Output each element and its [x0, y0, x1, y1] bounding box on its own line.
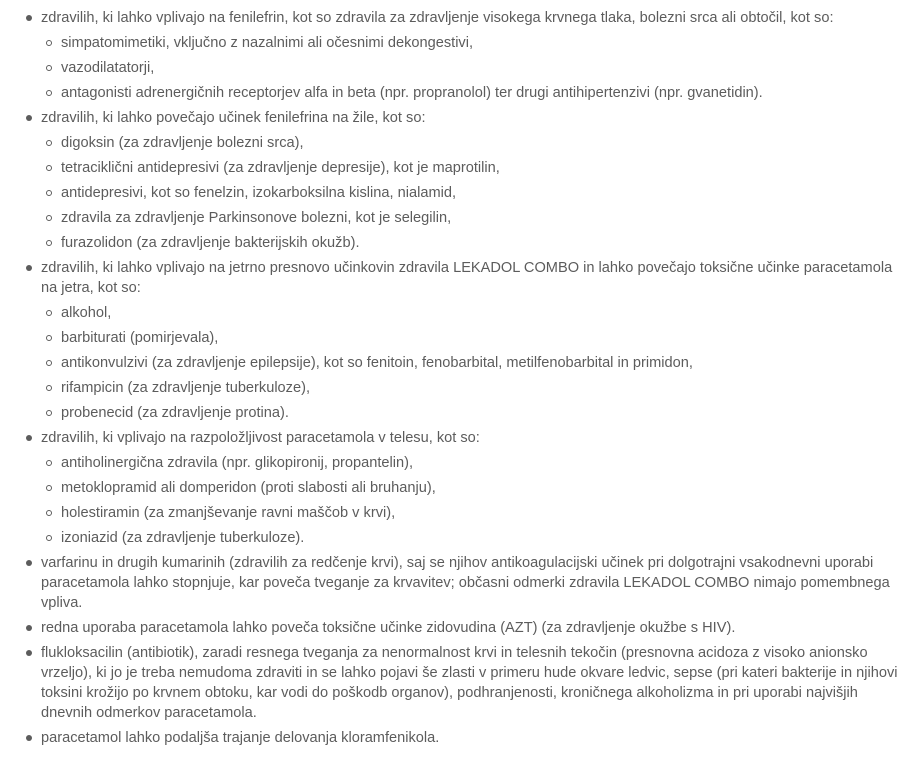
sub-list-item: alkohol, [61, 303, 901, 323]
list-item-text: paracetamol lahko podaljša trajanje delovanja kloramfenikola. [41, 730, 440, 746]
list-item-text: redna uporaba paracetamola lahko poveča toksične učinke zidovudina (AZT) (za zdravljenje okužbe s HIV). [41, 620, 736, 636]
sub-list-item: digoksin (za zdravljenje bolezni srca), [61, 133, 901, 153]
list-item [41, 643, 911, 723]
sub-list-item: antiholinergična zdravila (npr. glikopironij, propantelin), [61, 453, 901, 473]
sub-list-item: furazolidon (za zdravljenje bakterijskih okužb). [61, 233, 901, 253]
list-item [41, 258, 911, 423]
sub-list [41, 33, 901, 103]
interaction-list [0, 8, 911, 748]
list-item-text: zdravilih, ki lahko vplivajo na fenilefrin, kot so zdravila za zdravljenje visokega krvnega tlaka, bolezni srca ali obtočil, kot so: [41, 10, 834, 26]
sub-list-item: simpatomimetiki, vključno z nazalnimi ali očesnimi dekongestivi, [61, 33, 901, 53]
sub-list [41, 133, 901, 253]
list-item [41, 618, 911, 638]
sub-list-item: antikonvulzivi (za zdravljenje epilepsije), kot so fenitoin, fenobarbital, metilfenobarbital in primidon, [61, 353, 901, 373]
sub-list-item: antidepresivi, kot so fenelzin, izokarboksilna kislina, nialamid, [61, 183, 901, 203]
sub-list-item: vazodilatatorji, [61, 58, 901, 78]
list-item-text: varfarinu in drugih kumarinih (zdravilih za redčenje krvi), saj se njihov antikoagulacijski učinek pri dolgotrajni vsakodnevni uporabi paracetamola lahko stopnjuje, kar poveča tveganje za krvavitev; občasni odmerki zdravila LEKADOL COMBO nimajo pomembnega vpliva. [41, 555, 890, 611]
list-item [41, 108, 911, 253]
list-item [41, 8, 911, 103]
list-item [41, 553, 911, 613]
sub-list-item: izoniazid (za zdravljenje tuberkuloze). [61, 528, 901, 548]
list-item [41, 428, 911, 548]
sub-list-item: antagonisti adrenergičnih receptorjev alfa in beta (npr. propranolol) ter drugi antihipertenzivi (npr. gvanetidin). [61, 83, 901, 103]
sub-list-item: metoklopramid ali domperidon (proti slabosti ali bruhanju), [61, 478, 901, 498]
sub-list [41, 303, 901, 423]
list-item [41, 728, 911, 748]
sub-list [41, 453, 901, 548]
sub-list-item: holestiramin (za zmanjševanje ravni maščob v krvi), [61, 503, 901, 523]
sub-list-item: probenecid (za zdravljenje protina). [61, 403, 901, 423]
list-item-text: flukloksacilin (antibiotik), zaradi resnega tveganja za nenormalnost krvi in telesnih tekočin (presnovna acidoza z visoko anionsko vrzeljo), ki jo je treba nemudoma zdraviti in se lahko pojavi še zlasti v primeru hude okvare ledvic, sepse (pri kateri bakterije in njihovi toksini krožijo po krvnem obtoku, kar vodi do poškodb organov), podhranjenosti, kroničnega alkoholizma in pri uporabi najvišjih dnevnih odmerkov paracetamola. [41, 645, 898, 721]
list-item-text: zdravilih, ki lahko vplivajo na jetrno presnovo učinkovin zdravila LEKADOL COMBO in lahko povečajo toksične učinke paracetamola na jetra, kot so: [41, 260, 893, 296]
sub-list-item: tetraciklični antidepresivi (za zdravljenje depresije), kot je maprotilin, [61, 158, 901, 178]
list-item-text: zdravilih, ki lahko povečajo učinek fenilefrina na žile, kot so: [41, 110, 426, 126]
sub-list-item: barbiturati (pomirjevala), [61, 328, 901, 348]
sub-list-item: rifampicin (za zdravljenje tuberkuloze), [61, 378, 901, 398]
sub-list-item: zdravila za zdravljenje Parkinsonove bolezni, kot je selegilin, [61, 208, 901, 228]
list-item-text: zdravilih, ki vplivajo na razpoložljivost paracetamola v telesu, kot so: [41, 430, 480, 446]
